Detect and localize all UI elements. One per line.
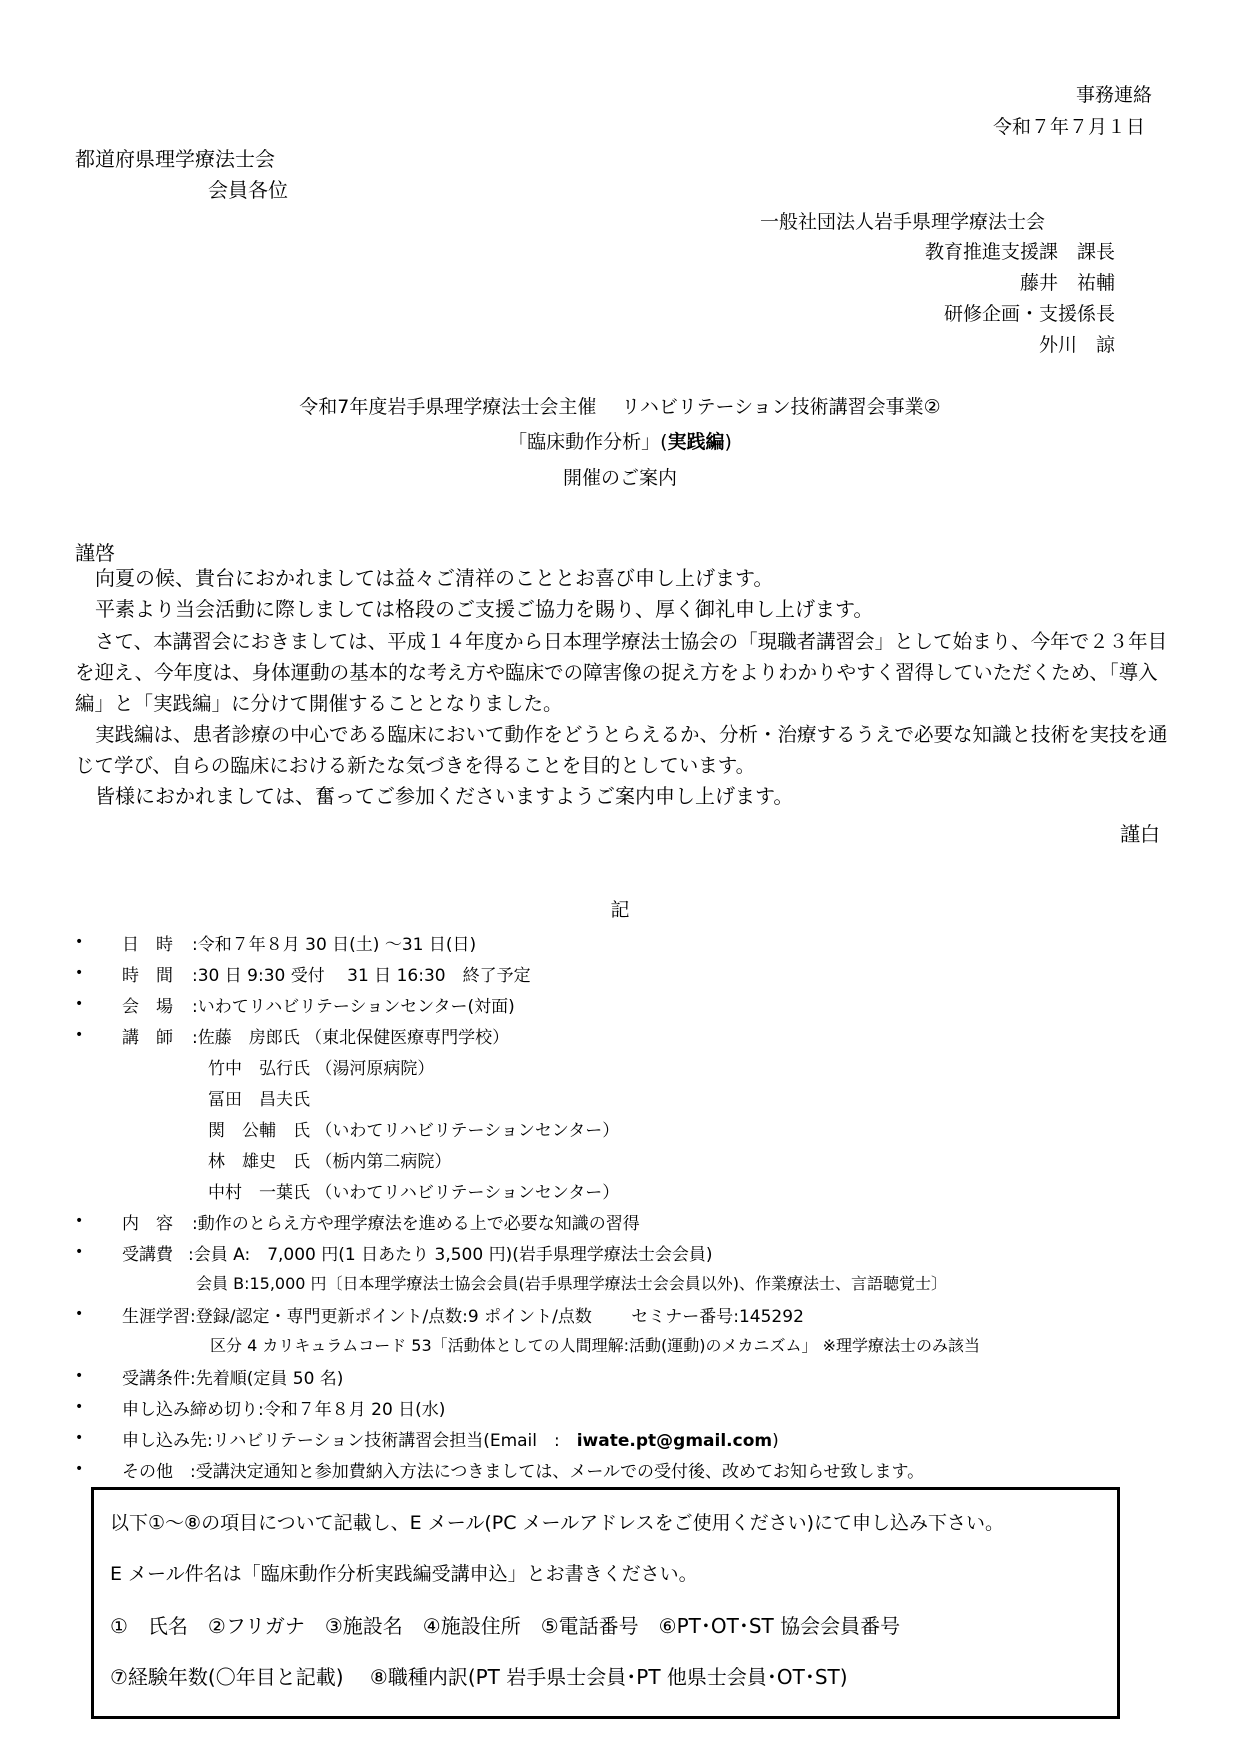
doc-type: 事務連絡 <box>1075 84 1152 106</box>
box-line-2: E メール件名は「臨床動作分析実践編受講申込」とお書きください。 <box>110 1563 698 1585</box>
date-label: 日 時 <box>122 935 173 955</box>
apply-to-close: ) <box>772 1431 779 1451</box>
content-value: :動作のとらえ方や理学療法を進める上で必要な知識の習得 <box>192 1214 640 1234</box>
bullet: • <box>75 1399 84 1415</box>
title-line-2-c: ) <box>724 431 732 453</box>
time-label: 時 間 <box>122 966 173 986</box>
other-value: :受講決定通知と参加費納入方法につきましては、メールでの受付後、改めてお知らせ致します。 <box>190 1462 925 1482</box>
paragraph-1: 向夏の候、貴台におかれましては益々ご清祥のこととお喜び申し上げます。 <box>95 566 774 590</box>
lecturer-4: 関 公輔 氏 （いわてリハビリテーションセンター） <box>208 1121 620 1141</box>
apply-email[interactable]: iwate.pt@gmail.com <box>576 1431 773 1451</box>
ki-heading: 記 <box>610 899 630 921</box>
bullet: • <box>75 934 84 950</box>
lecturer-3: 冨田 昌夫氏 <box>208 1090 310 1110</box>
paragraph-3: さて、本講習会におきましては、平成１４年度から日本理学療法士協会の「現職者講習会」として始まり、今年で２３年目を迎え、今年度は、身体運動の基本的な考え方や臨床での障害像の捉え方をよりわかりやすく習得していただくため、「導入編」と「実践編」に分けて開催することとなりました。 <box>75 630 1168 715</box>
bullet: • <box>75 1244 84 1260</box>
title-line-2-a: 「臨床動作分析」( <box>508 431 668 453</box>
fee-member-b: 会員 B:15,000 円〔日本理学療法士協会会員(岩手県理学療法士会会員以外)、作業療法士、言語聴覚士〕 <box>196 1274 948 1293</box>
doc-date: 令和７年７月１日 <box>992 116 1145 138</box>
bullet: • <box>75 1306 84 1322</box>
content-label: 内 容 <box>122 1214 173 1234</box>
recipient-org: 都道府県理学療法士会 <box>75 147 275 171</box>
lecturer-6: 中村 一葉氏 （いわてリハビリテーションセンター） <box>208 1183 620 1203</box>
title-line-2-bold: 実践編 <box>667 431 725 453</box>
other-label: その他 <box>122 1462 173 1482</box>
sender-name-2: 外川 諒 <box>1038 334 1115 356</box>
sender-org: 一般社団法人岩手県理学療法士会 <box>760 211 1046 233</box>
paragraph-5: 皆様におかれましては、奮ってご参加くださいますようご案内申し上げます。 <box>95 784 794 808</box>
application-box <box>91 1487 1120 1719</box>
bullet: • <box>75 1430 84 1446</box>
box-line-3: ① 氏名 ②フリガナ ③施設名 ④施設住所 ⑤電話番号 ⑥PT･OT･ST 協会会員番号 <box>110 1614 901 1638</box>
sender-dept-2: 研修企画・支援係長 <box>943 303 1115 325</box>
lifelong-value: :登録/認定・専門更新ポイント/点数:9 ポイント/点数 セミナー番号:145292 <box>190 1307 804 1327</box>
lifelong-detail: 区分 4 カリキュラムコード 53「活動体としての人間理解:活動(運動)のメカニズム」 ※理学療法士のみ該当 <box>210 1336 981 1355</box>
condition: 受講条件:先着順(定員 50 名) <box>122 1369 344 1389</box>
lecturer-label: 講 師 <box>122 1028 173 1048</box>
apply-to <box>122 1426 779 1451</box>
opening-salutation: 謹啓 <box>75 541 115 565</box>
paragraph-4: 実践編は、患者診療の中心である臨床において動作をどうとらえるか、分析・治療するうえで必要な知識と技術を実技を通じて学び、自らの臨床における新たな気づきを得ることを目的としています。 <box>75 723 1168 777</box>
time-value: :30 日 9:30 受付 31 日 16:30 終了予定 <box>192 966 531 986</box>
lecturer-2: 竹中 弘行氏 （湯河原病院） <box>208 1059 435 1079</box>
box-line-1: 以下①～⑧の項目について記載し、E メール(PC メールアドレスをご使用ください)にて申し込み下さい。 <box>110 1512 1004 1534</box>
date-value: :令和７年８月 30 日(土) ～31 日(日) <box>192 935 477 955</box>
fee-member-a: :会員 A: 7,000 円(1 日あたり 3,500 円)(岩手県理学療法士会会員) <box>188 1245 713 1265</box>
lecturer-1: :佐藤 房郎氏 （東北保健医療専門学校） <box>192 1028 510 1048</box>
recipient-members: 会員各位 <box>208 178 288 202</box>
bullet: • <box>75 1368 84 1384</box>
bullet: • <box>75 1213 84 1229</box>
box-line-4: ⑦経験年数(〇年目と記載) ⑧職種内訳(PT 岩手県士会員･PT 他県士会員･OT･ST) <box>110 1665 848 1689</box>
bullet: • <box>75 965 84 981</box>
fee-label: 受講費 <box>122 1245 173 1265</box>
paragraph-2: 平素より当会活動に際しましては格段のご支援ご協力を賜り、厚く御礼申し上げます。 <box>95 597 874 621</box>
deadline: 申し込み締め切り:令和７年８月 20 日(水) <box>122 1400 446 1420</box>
sender-name-1: 藤井 祐輔 <box>1019 272 1115 294</box>
bullet: • <box>75 1027 84 1043</box>
apply-to-text: 申し込み先:リハビリテーション技術講習会担当(Email : <box>122 1431 577 1451</box>
bullet: • <box>75 996 84 1012</box>
venue-label: 会 場 <box>122 997 173 1017</box>
lifelong-label: 生涯学習 <box>122 1307 190 1327</box>
sender-dept-1: 教育推進支援課 課長 <box>924 241 1115 263</box>
closing-salutation: 謹白 <box>1120 822 1160 846</box>
title-line-2 <box>0 427 1240 454</box>
venue-value: :いわてリハビリテーションセンター(対面) <box>192 997 515 1017</box>
lecturer-5: 林 雄史 氏 （栃内第二病院） <box>208 1152 452 1172</box>
title-line-1: 令和7年度岩手県理学療法士会主催 リハビリテーション技術講習会事業② <box>299 396 941 418</box>
bullet: • <box>75 1461 84 1477</box>
title-line-3: 開催のご案内 <box>562 467 677 489</box>
